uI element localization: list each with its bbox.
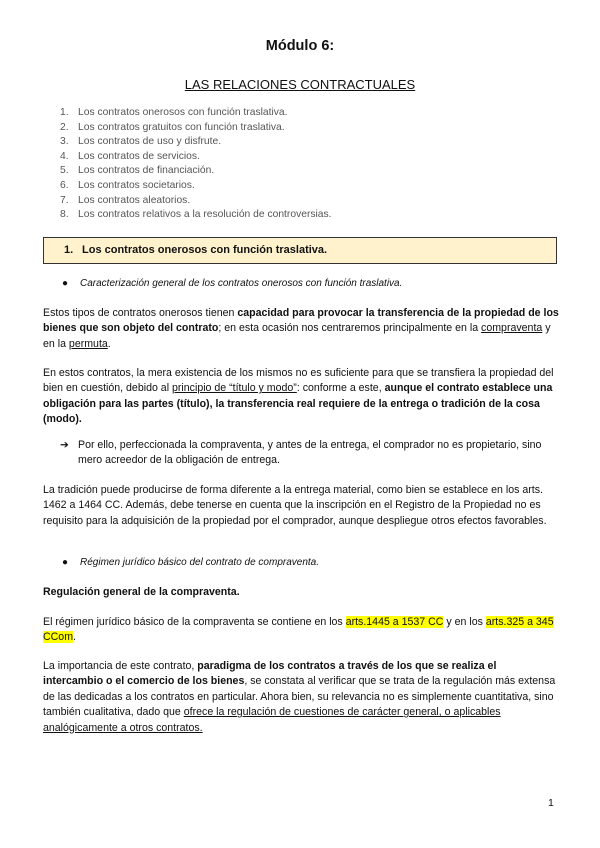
section-number: 1.: [64, 244, 74, 256]
module-subtitle: LAS RELACIONES CONTRACTUALES: [184, 77, 416, 92]
paragraph-5: La importancia de este contrato, paradigma de los contratos a través de los que se realiza el intercambio o el comercio de los bienes, se constata al verificar que se trata de la regulación más extensa de las dedicadas a los contratos en particular. Ahora bien, su relevancia no es simplemente cuantitativa, sino también cualitativa, dado que ofrece la regulación de cuestiones de carácter general, o aplicables analógicamente a otros contratos.: [43, 660, 556, 734]
toc-item: 2. Los contratos gratuitos con función traslativa.: [60, 121, 285, 133]
bullet-dot-icon: ●: [62, 557, 69, 568]
arrow-right-icon: ➔: [60, 439, 69, 451]
subheading: Regulación general de la compraventa.: [43, 586, 240, 598]
paragraph-2: En estos contratos, la mera existencia de los mismos no es suficiente para que se transfiera la propiedad del bien en cuestión, debido al principio de “título y modo”: conforme a este, aunque el contrato establece una obligación para las partes (título), la transferencia real requiere de la entrega o tradición de la cosa (modo).: [43, 367, 554, 426]
section-title: Los contratos onerosos con función traslativa.: [82, 244, 328, 256]
toc-item: 7. Los contratos aleatorios.: [60, 194, 191, 206]
toc-item: 4. Los contratos de servicios.: [60, 150, 200, 162]
page-number: 1: [548, 797, 554, 809]
paragraph-1: Estos tipos de contratos onerosos tienen capacidad para provocar la transferencia de la propiedad de los bienes que son objeto del contrato; en esta ocasión nos centraremos principalmente en la compraventa y en la permuta.: [43, 307, 559, 350]
toc-item: 5. Los contratos de financiación.: [60, 165, 215, 177]
table-of-contents: [60, 106, 332, 223]
paragraph-3: La tradición puede producirse de forma diferente a la entrega material, como bien se establece en los arts. 1462 a 1464 CC. Además, debe tenerse en cuenta que la inscripción en el Registro de la Propiedad no es requisito para la adquisición de la propiedad por el comprador, aunque despliegue otros efectos favorables.: [43, 484, 547, 527]
toc-item: 1. Los contratos onerosos con función traslativa.: [60, 107, 288, 118]
toc-item: 6. Los contratos societarios.: [60, 179, 195, 191]
section-heading-box: [43, 237, 557, 264]
module-title: Módulo 6:: [265, 38, 335, 54]
toc-item: 3. Los contratos de uso y disfrute.: [60, 136, 222, 148]
document-page: Módulo 6: LAS RELACIONES CONTRACTUALES 1. Los contratos onerosos con función traslativa. 2. Los contratos gratuitos con función traslativa. 3. Los contratos de uso y disfrute. 4. Los contratos de servicios. 5. Los contratos de financiación. 6. Los contratos societarios. 7. Los contratos aleatorios. 8. Los contratos relativos a la resolución de controversias. 1. Los contratos onerosos con función traslativa. ● Caracterización general de los contratos onerosos con función traslativa. Estos tipos de contratos onerosos tienen capacidad para provocar la transferencia de la propiedad de los bienes que son objeto del contrato; en esta ocasión nos centraremos principalmente en la compraventa y en la permuta. En estos contratos, la mera existencia de los mismos no es suficiente para que se transfiera la propiedad del bien en cuestión, debido al principio de “título y modo”: conforme a este, aunque el contrato establece una obligación para las partes (título), la transferencia real requiere de la entrega o tradición de la cosa (modo). ➔ Por ello, perfeccionada la compraventa, y antes de la entrega, el comprador no es propietario, sino mero acreedor de la obligación de entrega. La tradición puede producirse de forma diferente a la entrega material, como bien se establece en los arts. 1462 a 1464 CC. Además, debe tenerse en cuenta que la inscripción en el Registro de la Propiedad no es requisito para la adquisición de la propiedad por el comprador, aunque despliegue otros efectos favorables. ● Régimen jurídico básico del contrato de compraventa. Regulación general de la compraventa. El régimen jurídico básico de la compraventa se contiene en los arts.1445 a 1537 CC y en los arts.325 a 345 CCom. La importancia de este contrato, paradigma de los contratos a través de los que se realiza el intercambio o el comercio de los bienes, se constata al verificar que se trata de la regulación más extensa de las dedicadas a los contratos en particular. Ahora bien, su relevancia no es simplemente cuantitativa, sino también cualitativa, dado que ofrece la regulación de cuestiones de carácter general, o aplicables analógicamente a otros contratos. 1: [0, 0, 600, 848]
paragraph-4: El régimen jurídico básico de la compraventa se contiene en los arts.1445 a 1537 CC y en los arts.325 a 345 CCom.: [43, 616, 554, 644]
toc-item: 8. Los contratos relativos a la resolución de controversias.: [60, 209, 332, 221]
bullet-dot-icon: ●: [62, 278, 69, 289]
